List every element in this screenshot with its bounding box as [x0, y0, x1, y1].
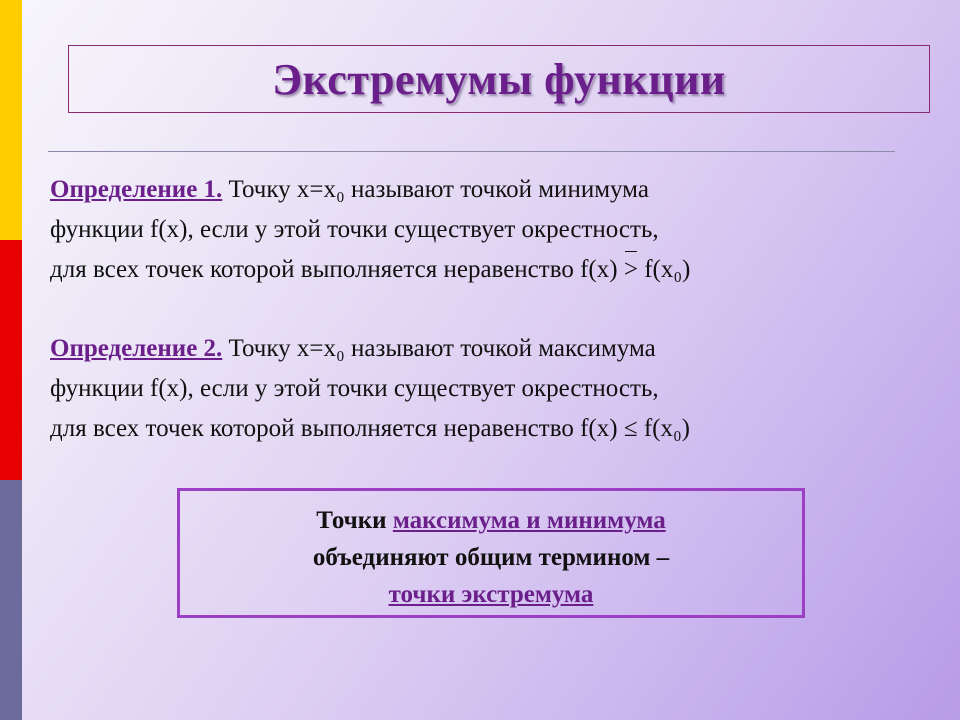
definition-1-line-3-end: f(x₀) [637, 256, 691, 283]
page-title: Экстремумы функции [272, 54, 726, 104]
summary-box [177, 488, 805, 618]
definition-2-line-3-start: для всех точек которой выполняется неравенство f(x) [50, 415, 624, 442]
definition-1 [50, 170, 910, 290]
less-or-equal-symbol: ≤ [623, 415, 638, 442]
definition-1-label: Определение 1. [50, 176, 223, 203]
definition-1-line-3 [50, 250, 910, 290]
definition-2-line-1-text: Точку х=х₀ называют точкой максимума [222, 335, 656, 362]
side-strip-red [0, 240, 22, 480]
summary-extremum-term: точки экстремума [388, 581, 594, 608]
definition-1-line-1-text: Точку х=х₀ называют точкой минимума [222, 176, 649, 203]
summary-line-3 [180, 576, 802, 613]
summary-line-2: объединяют общим термином – [312, 544, 670, 571]
side-strip-yellow [0, 0, 22, 240]
summary-line-1-start: Точки [316, 507, 393, 534]
summary-max-min-term: максимума и минимума [392, 507, 666, 534]
definition-2-line-3 [50, 409, 910, 449]
side-strip-gray [0, 480, 22, 720]
definition-2-line-2: функции f(x), если у этой точки существует окрестность, [50, 375, 659, 402]
definition-2 [50, 329, 910, 449]
definition-1-line-3-start: для всех точек которой выполняется неравенство f(x) [50, 256, 624, 283]
definition-2-label: Определение 2. [50, 335, 223, 362]
summary-line-1 [180, 502, 802, 539]
definition-1-line-1 [50, 170, 910, 210]
title-box [68, 45, 930, 113]
definition-2-line-1 [50, 329, 910, 369]
greater-or-equal-symbol: > [624, 250, 638, 290]
definition-1-line-2: функции f(x), если у этой точки существует окрестность, [50, 216, 659, 243]
divider-line [48, 151, 895, 152]
definition-2-line-3-end: f(x₀) [637, 415, 691, 442]
